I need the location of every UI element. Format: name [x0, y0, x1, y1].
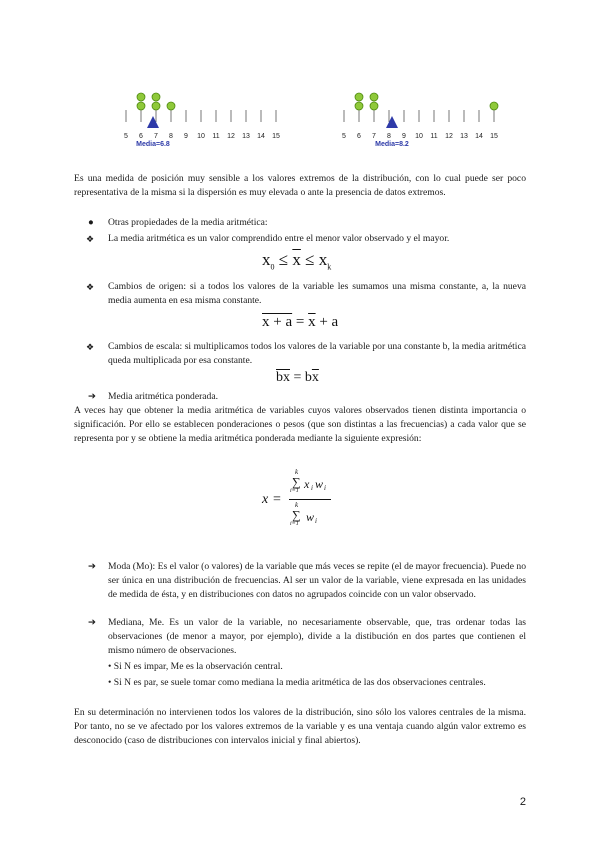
data-point	[355, 102, 363, 110]
formula-mean-x: $\overline{x}$	[292, 250, 301, 269]
formula-den-sum: ∑	[292, 508, 301, 522]
weighted-mean-title: Media aritmética ponderada.	[108, 391, 219, 402]
tick-label: 5	[124, 133, 128, 140]
formula-range	[262, 250, 331, 271]
formula-leq2: ≤	[305, 250, 315, 269]
paragraph-mediana: Mediana, Me. Es un valor de la variable, no necesariamente observable, que, tras ordenar todas las observaciones (de menor a mayor, por ejemplo), divide a la distibución en dos partes que contienen el mismo número de observaciones.	[108, 617, 526, 656]
list-item-scale: Cambios de escala: si multiplicamos todos los valores de la variable por una constante b, la media aritmética queda multiplicada por esa constante.	[108, 341, 526, 366]
fraction-bar	[289, 499, 331, 500]
formula-rhs-x: $\overline{x}$	[311, 370, 319, 385]
formula-den-w: w	[306, 510, 315, 524]
data-point	[370, 93, 378, 101]
formula-num-i1: i=1	[290, 488, 299, 494]
formula-eq: =	[273, 492, 281, 507]
tick-label: 15	[272, 133, 280, 140]
formula-den-wi: i	[315, 517, 317, 525]
formula-eq: =	[295, 314, 305, 330]
tick-label: 6	[357, 133, 361, 140]
formula-rhs-x: $\overline{x}$	[308, 314, 316, 330]
paragraph-par: • Si N es par, se suele tomar como mediana la media aritmética de las dos observaciones centrales.	[108, 677, 486, 688]
tick-label: 9	[402, 133, 406, 140]
tick-label: 7	[154, 133, 158, 140]
paragraph-sensitivity: Es una medida de posición muy sensible a los valores extremos de la distribución, con lo cual puede ser poco representativa de la misma si la dispersión es muy elevada o ante la presencia de datos extremos.	[74, 173, 526, 198]
tick-label: 13	[242, 133, 250, 140]
formula-origin	[262, 314, 338, 331]
mean-triangle-icon	[147, 116, 159, 128]
formula-rhs-b: b	[304, 370, 312, 385]
mean-label: Media=8.2	[375, 141, 409, 148]
formula-lhs: x	[262, 492, 269, 507]
dot-plot-1	[116, 92, 316, 154]
tick-label: 11	[430, 133, 438, 140]
tick-label: 10	[197, 133, 205, 140]
formula-lhs: $\overline{bx}$	[276, 370, 290, 385]
list-item-range: La media aritmética es un valor comprendido entre el menor valor observado y el mayor.	[108, 233, 450, 244]
formula-num-xi: i	[311, 484, 313, 492]
tick-label: 12	[445, 133, 453, 140]
diamond-bullet-icon: ❖	[86, 342, 95, 352]
formula-num-k: k	[295, 468, 299, 476]
formula-sub0: 0	[270, 262, 275, 272]
tick-label: 14	[475, 133, 483, 140]
mean-label: Media=6.8	[136, 141, 170, 148]
tick-label: 8	[169, 133, 173, 140]
diamond-bullet-icon: ❖	[86, 234, 95, 244]
formula-rhs-plus: + a	[319, 314, 339, 330]
arrow-bullet-icon: ➔	[88, 617, 97, 628]
formula-num-w: w	[315, 477, 324, 491]
formula-leq1: ≤	[278, 250, 289, 269]
formula-eq: =	[293, 370, 302, 385]
data-point	[152, 93, 160, 101]
data-point	[490, 102, 498, 110]
tick-label: 11	[212, 133, 220, 140]
formula-den-i1: i=1	[290, 521, 299, 527]
tick-label: 6	[139, 133, 143, 140]
tick-label: 7	[372, 133, 376, 140]
formula-den-k: k	[295, 501, 299, 509]
arrow-bullet-icon: ➔	[88, 391, 97, 402]
arrow-bullet-icon: ➔	[88, 561, 97, 572]
tick-label: 12	[227, 133, 235, 140]
tick-label: 13	[460, 133, 468, 140]
formula-weighted-mean	[262, 468, 382, 528]
dot-plot-1-svg	[116, 92, 316, 154]
formula-num-sum: ∑	[292, 475, 301, 489]
tick-label: 14	[257, 133, 265, 140]
paragraph-mediana-properties: En su determinación no intervienen todos los valores de la distribución, sino sólo los valores centrales de la misma. Por tanto, no se ve afectado por los valores extremos de la variable y es una ventaja cuando algún valor extremo es desconocido (caso de distribuciones con intervalos inicial y final abiertos).	[74, 707, 526, 746]
tick-label: 10	[415, 133, 423, 140]
formula-num-x: x	[304, 477, 310, 491]
tick-label: 8	[387, 133, 391, 140]
data-point	[355, 93, 363, 101]
formula-lhs: x + a	[262, 314, 293, 330]
data-point	[137, 102, 145, 110]
formula-xk: x	[318, 250, 328, 269]
paragraph-moda: Moda (Mo): Es el valor (o valores) de la variable que más veces se repite (el de mayor frecuencia). Puede no ser única en una distribución de frecuencias. Al ser un valor de la variable, viene expresada en las unidades de medida de ésta, y en distribuciones con datos no agrupados coincide con un valor observado.	[108, 561, 526, 600]
formula-scale	[276, 370, 319, 386]
paragraph-weighted: A veces hay que obtener la media aritmética de variables cuyos valores observados tienen distinta importancia o significación. Por ello se establecen ponderaciones o pesos (que son distintas a las frecuencias) a cada valor que se representa por y se obtiene la media aritmética ponderada mediante la siguiente expresión:	[74, 405, 526, 444]
data-point	[137, 93, 145, 101]
page-number: 2	[519, 796, 526, 808]
data-point	[167, 102, 175, 110]
dot-plot-2	[334, 92, 534, 154]
list-item-properties: Otras propiedades de la media aritmética:	[108, 217, 268, 228]
tick-label: 5	[342, 133, 346, 140]
dot-plot-2-svg	[334, 92, 534, 154]
formula-x0: x	[262, 250, 271, 269]
formula-num-wi: i	[324, 484, 326, 492]
mean-triangle-icon	[386, 116, 398, 128]
diamond-bullet-icon: ❖	[86, 282, 95, 292]
paragraph-impar: • Si N es impar, Me es la observación central.	[108, 661, 283, 672]
data-point	[152, 102, 160, 110]
list-item-origin: Cambios de origen: si a todos los valores de la variable les sumamos una misma constante, a, la nueva media aumenta en esa misma constante.	[108, 281, 526, 306]
formula-subk: k	[327, 262, 332, 272]
tick-label: 15	[490, 133, 498, 140]
tick-label: 9	[184, 133, 188, 140]
bullet-icon: ●	[88, 217, 94, 228]
data-point	[370, 102, 378, 110]
